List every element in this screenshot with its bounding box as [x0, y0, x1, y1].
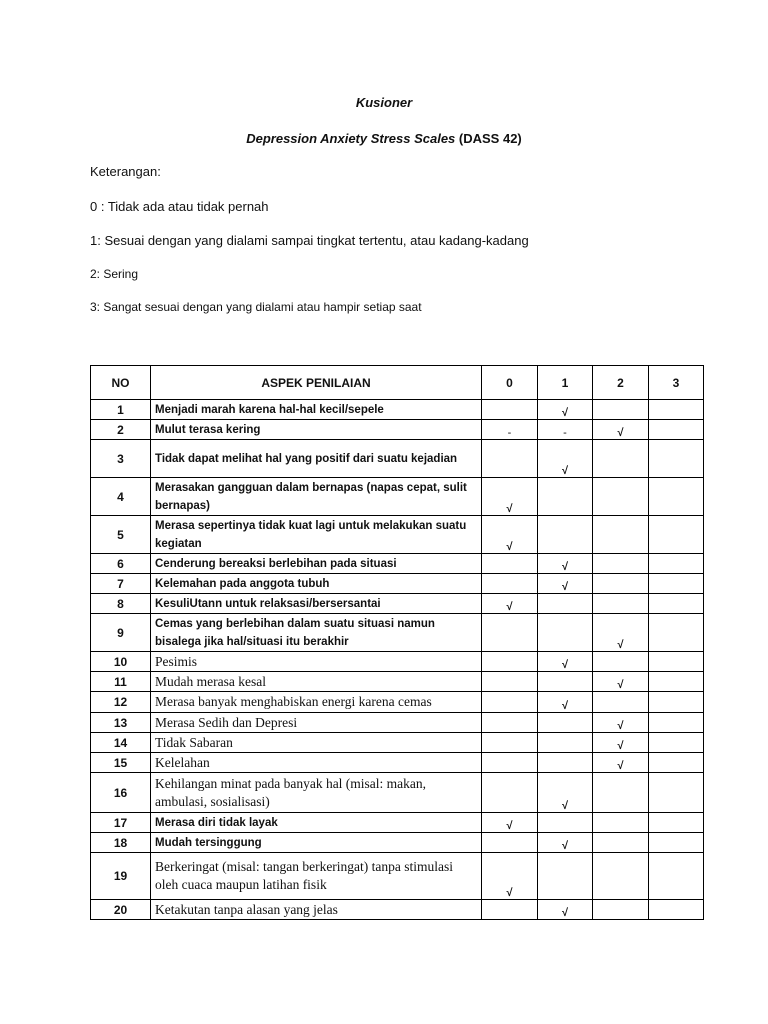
score-cell-3 [649, 478, 704, 516]
check-mark: √ [561, 561, 569, 573]
score-cell-2 [593, 420, 649, 440]
row-number: 20 [91, 900, 151, 920]
row-number: 17 [91, 813, 151, 833]
score-cell-2 [593, 574, 649, 594]
aspek-text: Ketakutan tanpa alasan yang jelas [151, 900, 482, 920]
score-cell-1 [538, 440, 593, 478]
header-aspek: ASPEK PENILAIAN [151, 366, 482, 400]
check-mark: √ [617, 639, 624, 651]
row-number: 18 [91, 833, 151, 853]
table-row [91, 733, 704, 753]
score-cell-2 [593, 853, 649, 900]
score-cell-3 [649, 554, 704, 574]
score-cell-0 [482, 440, 538, 478]
score-cell-0 [482, 853, 538, 900]
row-number: 3 [91, 440, 151, 478]
table-row [91, 440, 704, 478]
legend-item: 0 : Tidak ada atau tidak pernah [90, 199, 269, 214]
row-number: 8 [91, 594, 151, 614]
score-cell-1 [538, 652, 593, 672]
score-cell-3 [649, 672, 704, 692]
score-cell-2 [593, 833, 649, 853]
subtitle-italic: Depression Anxiety Stress Scales [246, 131, 456, 146]
aspek-text: Tidak Sabaran [151, 733, 482, 753]
score-cell-3 [649, 692, 704, 713]
header-no: NO [91, 366, 151, 400]
table-row [91, 672, 704, 692]
aspek-text: Berkeringat (misal: tangan berkeringat) tanpa stimulasi oleh cuaca maupun latihan fisik [151, 853, 482, 900]
header-score-1: 1 [538, 366, 593, 400]
score-cell-2 [593, 478, 649, 516]
score-cell-1 [538, 900, 593, 920]
check-mark: √ [561, 581, 569, 593]
score-cell-0 [482, 672, 538, 692]
score-cell-1 [538, 478, 593, 516]
check-mark: √ [506, 820, 513, 832]
score-cell-0 [482, 478, 538, 516]
subtitle-tail: (DASS 42) [455, 131, 522, 146]
document-subtitle [0, 131, 768, 146]
table-row [91, 833, 704, 853]
dash-mark: - [507, 427, 512, 439]
score-cell-3 [649, 900, 704, 920]
table-row [91, 692, 704, 713]
document-title: Kusioner [355, 95, 413, 110]
check-mark: √ [506, 887, 513, 899]
score-cell-2 [593, 773, 649, 813]
check-mark: √ [561, 407, 569, 419]
table-row [91, 554, 704, 574]
legend-item: 2: Sering [90, 267, 139, 281]
score-cell-2 [593, 672, 649, 692]
row-number: 9 [91, 614, 151, 652]
check-mark: √ [617, 427, 624, 439]
check-mark: √ [561, 907, 569, 919]
score-cell-3 [649, 420, 704, 440]
table-row [91, 900, 704, 920]
dass-table [90, 365, 704, 920]
score-cell-1 [538, 614, 593, 652]
aspek-text: KesuliUtann untuk relaksasi/bersersantai [151, 594, 482, 614]
score-cell-3 [649, 713, 704, 733]
check-mark: √ [506, 541, 513, 553]
score-cell-1 [538, 692, 593, 713]
score-cell-0 [482, 753, 538, 773]
score-cell-2 [593, 554, 649, 574]
aspek-text: Mulut terasa kering [151, 420, 482, 440]
legend-item: 3: Sangat sesuai dengan yang dialami atau hampir setiap saat [90, 300, 422, 314]
check-mark: √ [561, 700, 569, 712]
check-mark: √ [617, 679, 624, 691]
table-row [91, 713, 704, 733]
score-cell-1 [538, 594, 593, 614]
row-number: 5 [91, 516, 151, 554]
score-cell-0 [482, 400, 538, 420]
score-cell-1 [538, 420, 593, 440]
check-mark: √ [617, 740, 624, 752]
aspek-text: Cenderung bereaksi berlebihan pada situasi [151, 554, 482, 574]
score-cell-2 [593, 652, 649, 672]
row-number: 6 [91, 554, 151, 574]
table-row [91, 420, 704, 440]
score-cell-1 [538, 554, 593, 574]
score-cell-3 [649, 440, 704, 478]
score-cell-1 [538, 813, 593, 833]
row-number: 16 [91, 773, 151, 813]
score-cell-2 [593, 692, 649, 713]
header-score-0: 0 [482, 366, 538, 400]
check-mark: √ [561, 800, 569, 812]
table-row [91, 753, 704, 773]
table-row [91, 614, 704, 652]
check-mark: √ [617, 760, 624, 772]
score-cell-1 [538, 773, 593, 813]
table-row [91, 574, 704, 594]
score-cell-1 [538, 574, 593, 594]
table-row [91, 853, 704, 900]
score-cell-0 [482, 516, 538, 554]
score-cell-0 [482, 713, 538, 733]
score-cell-2 [593, 753, 649, 773]
score-cell-0 [482, 614, 538, 652]
row-number: 7 [91, 574, 151, 594]
legend-item: 1: Sesuai dengan yang dialami sampai tingkat tertentu, atau kadang-kadang [90, 233, 529, 248]
score-cell-0 [482, 420, 538, 440]
row-number: 14 [91, 733, 151, 753]
score-cell-0 [482, 594, 538, 614]
aspek-text: Merasakan gangguan dalam bernapas (napas cepat, sulit bernapas) [151, 478, 482, 516]
row-number: 19 [91, 853, 151, 900]
score-cell-1 [538, 400, 593, 420]
aspek-text: Pesimis [151, 652, 482, 672]
row-number: 10 [91, 652, 151, 672]
table-row [91, 773, 704, 813]
aspek-text: Merasa Sedih dan Depresi [151, 713, 482, 733]
row-number: 4 [91, 478, 151, 516]
score-cell-3 [649, 516, 704, 554]
check-mark: √ [506, 601, 513, 613]
score-cell-3 [649, 833, 704, 853]
row-number: 12 [91, 692, 151, 713]
score-cell-0 [482, 833, 538, 853]
score-cell-0 [482, 574, 538, 594]
check-mark: √ [561, 840, 569, 852]
aspek-text: Kelemahan pada anggota tubuh [151, 574, 482, 594]
table-row [91, 478, 704, 516]
table-row [91, 652, 704, 672]
table-row [91, 400, 704, 420]
score-cell-2 [593, 813, 649, 833]
check-mark: √ [561, 465, 569, 477]
score-cell-1 [538, 833, 593, 853]
score-cell-0 [482, 652, 538, 672]
score-cell-3 [649, 853, 704, 900]
table-row [91, 594, 704, 614]
row-number: 13 [91, 713, 151, 733]
score-cell-3 [649, 614, 704, 652]
aspek-text: Kehilangan minat pada banyak hal (misal: makan, ambulasi, sosialisasi) [151, 773, 482, 813]
table-header-row [91, 366, 704, 400]
aspek-text: Merasa diri tidak layak [151, 813, 482, 833]
score-cell-1 [538, 733, 593, 753]
score-cell-0 [482, 733, 538, 753]
score-cell-1 [538, 853, 593, 900]
check-mark: √ [506, 503, 513, 515]
score-cell-1 [538, 753, 593, 773]
score-cell-2 [593, 400, 649, 420]
score-cell-2 [593, 440, 649, 478]
aspek-text: Merasa banyak menghabiskan energi karena cemas [151, 692, 482, 713]
score-cell-3 [649, 400, 704, 420]
header-score-2: 2 [593, 366, 649, 400]
score-cell-0 [482, 900, 538, 920]
score-cell-3 [649, 652, 704, 672]
aspek-text: Cemas yang berlebihan dalam suatu situasi namun bisalega jika hal/situasi itu berakhir [151, 614, 482, 652]
score-cell-2 [593, 900, 649, 920]
score-cell-0 [482, 692, 538, 713]
score-cell-3 [649, 733, 704, 753]
aspek-text: Tidak dapat melihat hal yang positif dari suatu kejadian [151, 440, 482, 478]
score-cell-1 [538, 713, 593, 733]
score-cell-2 [593, 733, 649, 753]
aspek-text: Kelelahan [151, 753, 482, 773]
row-number: 11 [91, 672, 151, 692]
score-cell-2 [593, 516, 649, 554]
aspek-text: Merasa sepertinya tidak kuat lagi untuk melakukan suatu kegiatan [151, 516, 482, 554]
check-mark: √ [561, 659, 569, 671]
score-cell-3 [649, 594, 704, 614]
row-number: 15 [91, 753, 151, 773]
score-cell-3 [649, 753, 704, 773]
check-mark: √ [617, 720, 624, 732]
score-cell-1 [538, 672, 593, 692]
score-cell-3 [649, 574, 704, 594]
header-score-3: 3 [649, 366, 704, 400]
score-cell-3 [649, 773, 704, 813]
score-cell-2 [593, 614, 649, 652]
aspek-text: Menjadi marah karena hal-hal kecil/sepele [151, 400, 482, 420]
score-cell-3 [649, 813, 704, 833]
score-cell-2 [593, 594, 649, 614]
legend-heading: Keterangan: [90, 164, 161, 179]
row-number: 1 [91, 400, 151, 420]
score-cell-0 [482, 813, 538, 833]
table-row [91, 813, 704, 833]
dash-mark: - [563, 427, 567, 439]
row-number: 2 [91, 420, 151, 440]
aspek-text: Mudah merasa kesal [151, 672, 482, 692]
score-cell-0 [482, 773, 538, 813]
table-row [91, 516, 704, 554]
score-cell-0 [482, 554, 538, 574]
score-cell-1 [538, 516, 593, 554]
aspek-text: Mudah tersinggung [151, 833, 482, 853]
score-cell-2 [593, 713, 649, 733]
